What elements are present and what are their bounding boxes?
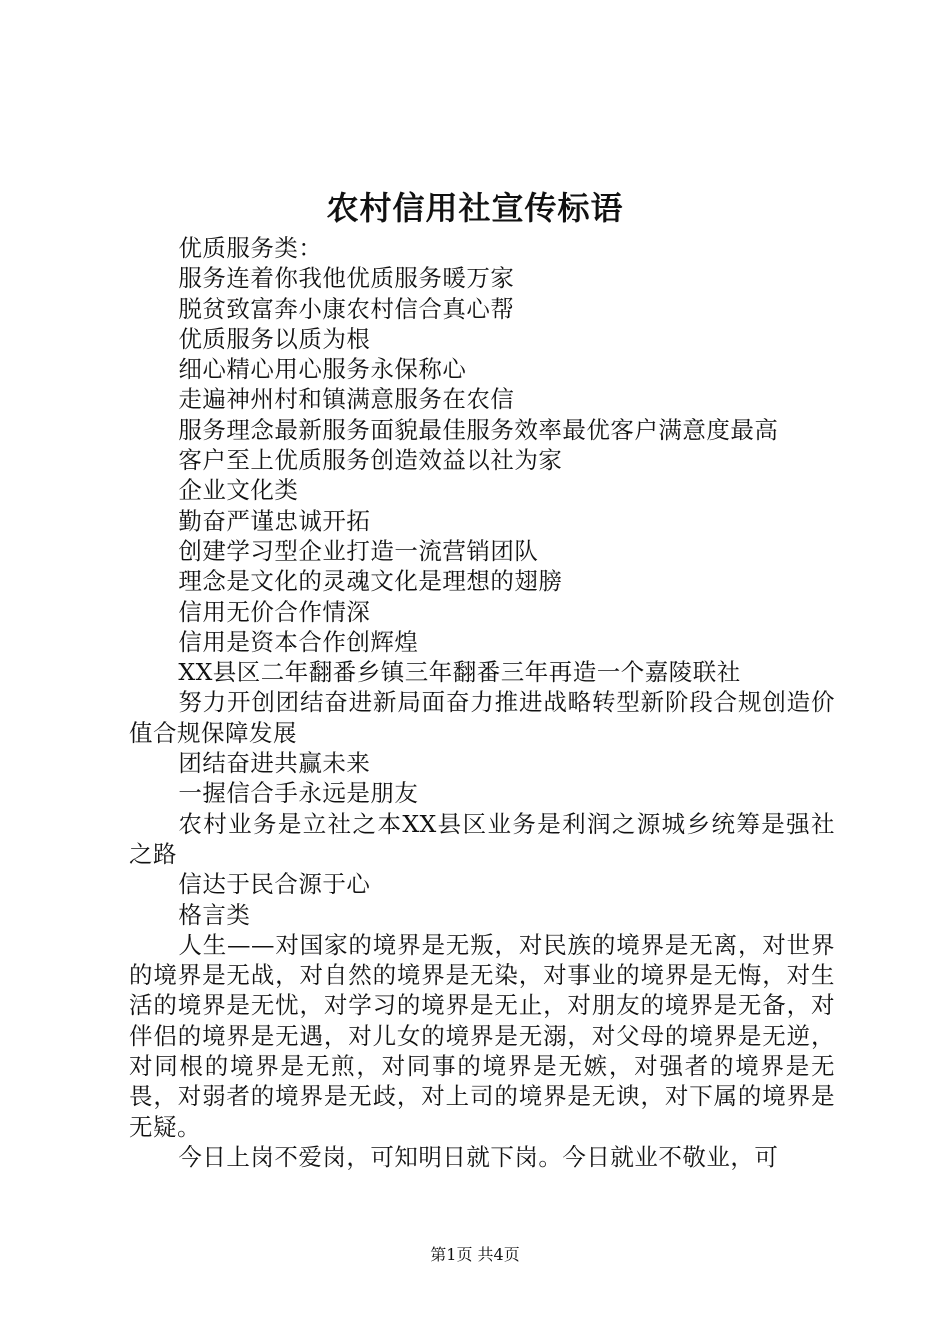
document-title: 农村信用社宣传标语 bbox=[326, 189, 624, 227]
paragraph: 脱贫致富奔小康农村信合真心帮 bbox=[178, 294, 515, 323]
paragraph: 服务连着你我他优质服务暖万家 bbox=[178, 264, 515, 293]
paragraph: 勤奋严谨忠诚开拓 bbox=[178, 506, 371, 535]
paragraph: 优质服务类： bbox=[178, 234, 323, 262]
page-number-footer: 第1页 共4页 bbox=[430, 1245, 520, 1264]
paragraph: 一握信合手永远是朋友 bbox=[178, 779, 419, 808]
paragraph: 企业文化类 bbox=[178, 476, 299, 505]
paragraph: 农村业务是立社之本XX县区业务是利润之源城乡统筹是强社之路 bbox=[129, 809, 835, 868]
paragraph: 今日上岗不爱岗，可知明日就下岗。今日就业不敬业，可 bbox=[178, 1142, 779, 1171]
paragraph: 格言类 bbox=[178, 900, 251, 929]
paragraph: 服务理念最新服务面貌最佳服务效率最优客户满意度最高 bbox=[178, 415, 779, 444]
paragraph: 走遍神州村和镇满意服务在农信 bbox=[178, 385, 515, 414]
document-body bbox=[129, 233, 835, 1172]
paragraph: 客户至上优质服务创造效益以社为家 bbox=[178, 446, 563, 475]
paragraph: XX县区二年翻番乡镇三年翻番三年再造一个嘉陵联社 bbox=[178, 658, 741, 687]
paragraph: 信用无价合作情深 bbox=[178, 597, 371, 626]
paragraph: 人生——对国家的境界是无叛，对民族的境界是无离，对世界的境界是无战，对自然的境界是无染，对事业的境界是无悔，对生活的境界是无忧，对学习的境界是无止，对朋友的境界是无备，对伴侣的境界是无遇，对儿女的境界是无溺，对父母的境界是无逆，对同根的境界是无煎，对同事的境界是无嫉，对强者的境界是无畏，对弱者的境界是无歧，对上司的境界是无谀，对下属的境界是无疑。 bbox=[129, 930, 835, 1141]
paragraph: 理念是文化的灵魂文化是理想的翅膀 bbox=[178, 567, 563, 596]
paragraph: 努力开创团结奋进新局面奋力推进战略转型新阶段合规创造价值合规保障发展 bbox=[129, 688, 835, 747]
paragraph: 创建学习型企业打造一流营销团队 bbox=[178, 536, 539, 565]
paragraph: 团结奋进共赢未来 bbox=[178, 749, 371, 778]
paragraph: 信用是资本合作创辉煌 bbox=[178, 627, 419, 656]
paragraph: 信达于民合源于心 bbox=[178, 870, 371, 899]
paragraph: 优质服务以质为根 bbox=[178, 324, 371, 353]
paragraph: 细心精心用心服务永保称心 bbox=[178, 355, 467, 384]
